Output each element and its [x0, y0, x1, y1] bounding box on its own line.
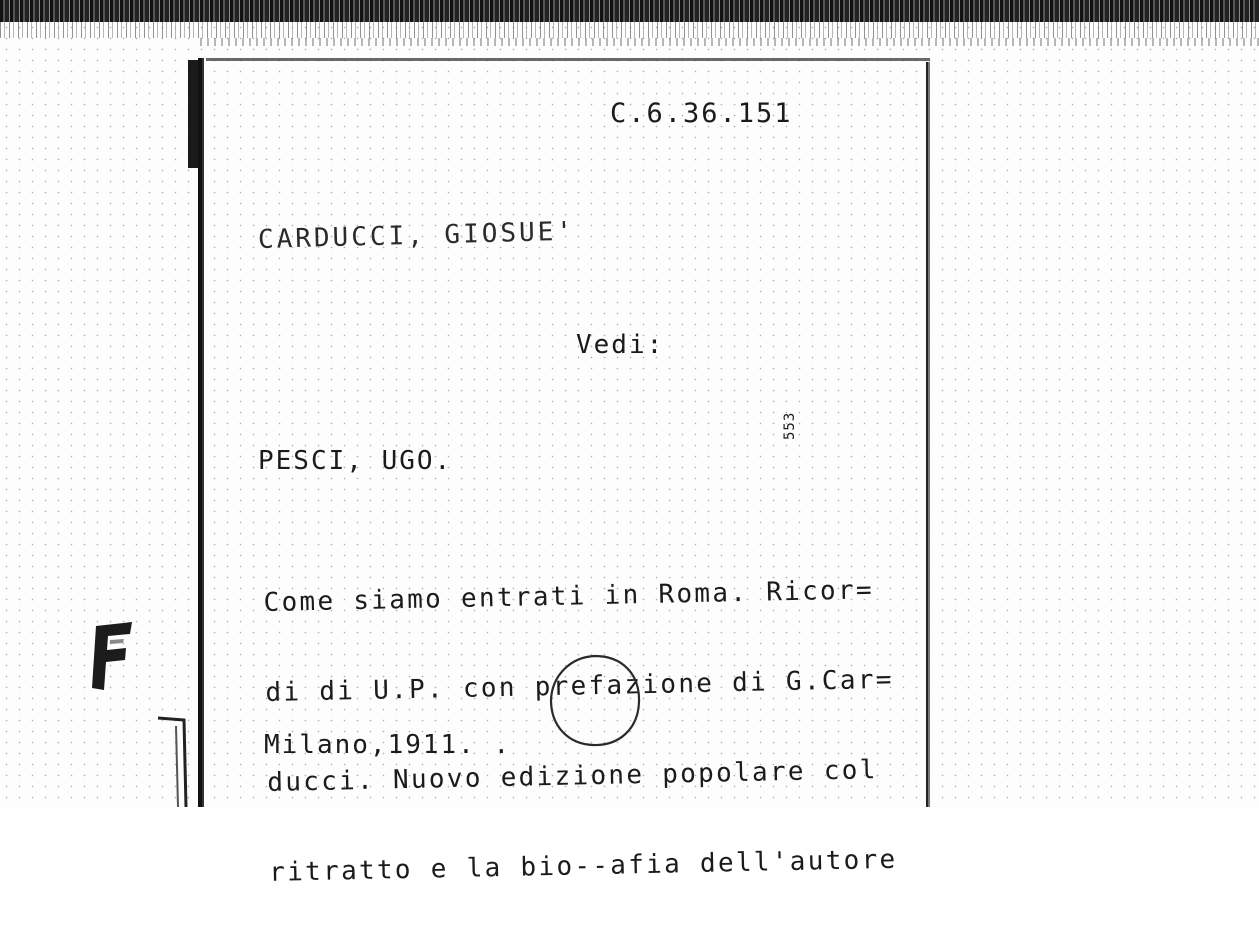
- description-line: ducci. Nuovo edizione popolare col: [267, 755, 878, 798]
- description-line: ritratto e la bio--afia dell'autore: [268, 844, 898, 888]
- imprint: Milano,1911. .: [264, 730, 512, 760]
- card-left-edge: [198, 58, 206, 807]
- see-reference-label: Vedi:: [576, 330, 665, 360]
- scan-bracket-mark: [156, 716, 196, 807]
- scan-top-border-noise: [0, 22, 1259, 38]
- description-line: Come siamo entrati in Roma. Ricor=: [263, 575, 875, 618]
- subject-heading: CARDUCCI, GIOSUE': [257, 216, 576, 255]
- letter-f-mark-icon: [86, 618, 136, 694]
- description-line: di di U.P. con prefazione di G.Car=: [265, 664, 895, 708]
- call-number: C.6.36.151: [610, 98, 793, 129]
- circle-stamp-icon: [546, 652, 644, 750]
- card-top-edge: [206, 58, 930, 61]
- author-heading: PESCI, UGO.: [258, 446, 453, 476]
- scan-top-border: [0, 0, 1259, 22]
- scan-top-border-noise-2: [200, 38, 1259, 46]
- side-mark: 553: [782, 411, 798, 440]
- card-right-edge: [926, 62, 930, 807]
